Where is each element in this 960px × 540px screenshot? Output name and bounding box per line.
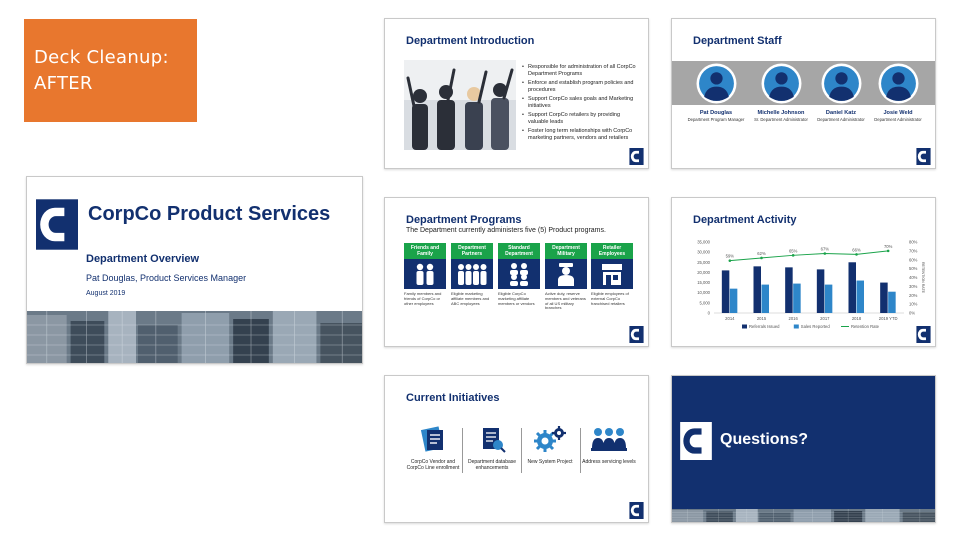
form-icon (404, 424, 462, 454)
program-name: Standard Department (498, 243, 540, 259)
legend-swatch (794, 325, 799, 329)
military-icon (545, 259, 587, 289)
y2-tick-label: 60% (909, 257, 918, 263)
celebrating-team-photo (404, 60, 516, 150)
slide-questions[interactable] (671, 375, 936, 523)
corpco-logo-icon (628, 326, 645, 343)
staff-name: Daniel Katz (825, 110, 857, 116)
retention-rate-line (730, 251, 888, 261)
database-icon (463, 424, 521, 454)
y2-tick-label: 80% (909, 239, 918, 245)
corpco-logo-icon (915, 326, 932, 343)
x-tick-label: 2015 (756, 316, 767, 321)
program-description: Eligible employees of external CorpCo franchised retailers (591, 291, 629, 306)
y-tick-label: 25,000 (697, 259, 710, 265)
retention-rate-point (855, 253, 858, 256)
corpco-logo-icon (628, 502, 645, 519)
program-card (498, 243, 540, 306)
program-description: Active duty, reserve members and veterans of all US military branches (545, 291, 586, 311)
program-description: Eligible CorpCo marketing affiliate members or vendors (498, 291, 535, 306)
legend-label: Referrals Issued (749, 324, 780, 329)
bar-referrals-issued (754, 266, 762, 313)
bar-referrals-issued (880, 283, 888, 313)
staff-card (809, 63, 873, 122)
initiative-item (404, 424, 462, 471)
bar-referrals-issued (849, 262, 857, 313)
x-tick-label: 2016 (788, 316, 798, 321)
city-skyline-image (27, 311, 363, 363)
retention-rate-point (792, 254, 795, 257)
retention-rate-point (729, 259, 732, 262)
slide-heading: Department Introduction (406, 35, 535, 47)
program-name: Retailer Employees (591, 243, 633, 259)
y2-tick-label: 50% (909, 266, 918, 272)
program-description: Family members and friends of CorpCo or other employees (404, 291, 442, 306)
slide-heading: Current Initiatives (406, 392, 500, 404)
intro-bullet: • Support CorpCo sales goals and Marketing initiatives (522, 96, 637, 109)
intro-bullet: • Foster long term relationships with CorpCo marketing partners, vendors and retailers (522, 128, 637, 141)
x-tick-label: 2019 YTD (878, 316, 898, 321)
intro-bullet: • Responsible for administration of all CorpCo Department Programs (522, 64, 637, 77)
staff-card (866, 63, 930, 122)
y-tick-label: 10,000 (697, 290, 710, 296)
bar-sales-reported (730, 289, 738, 313)
y2-axis-label: RETENTION RATE (921, 261, 925, 294)
questions-heading: Questions? (720, 431, 809, 448)
corpco-logo-icon (36, 199, 78, 250)
corpco-logo-icon (680, 422, 712, 460)
bar-sales-reported (825, 285, 833, 313)
y-tick-label: 35,000 (697, 239, 710, 245)
initiative-item (463, 424, 521, 471)
bar-referrals-issued (785, 267, 793, 313)
staff-card (749, 63, 813, 122)
staff-role: Department Administrator (817, 117, 865, 122)
staff-card (684, 63, 748, 122)
bar-sales-reported (857, 281, 865, 313)
slide-current-initiatives[interactable] (384, 375, 649, 523)
program-name: Department Partners (451, 243, 493, 259)
y2-tick-label: 30% (909, 283, 918, 289)
deck-subtitle: Department Overview (86, 253, 200, 265)
intro-bullet: • Enforce and establish program policies and procedures (522, 80, 637, 93)
program-name: Department Military (545, 243, 587, 259)
program-card (451, 243, 493, 306)
initiative-label: CorpCo Vendor and CorpCo Line enrollment (406, 459, 460, 471)
slide-department-activity[interactable] (671, 197, 936, 347)
slide-department-staff[interactable] (671, 18, 936, 169)
bar-referrals-issued (722, 270, 730, 313)
programs-subtitle: The Department currently administers five (5) Product programs. (406, 227, 606, 234)
staff-role: Department Administrator (874, 117, 922, 122)
slide-heading: Department Programs (406, 214, 522, 226)
presenter: Pat Douglas, Product Services Manager (86, 273, 247, 283)
partners-icon (451, 259, 493, 289)
person-avatar-icon (696, 63, 737, 104)
store-icon (591, 259, 633, 289)
retention-rate-label: 62% (757, 250, 766, 256)
legend-label: Sales Reported (800, 324, 830, 329)
slide-title-page[interactable] (26, 176, 363, 364)
gears-icon (521, 424, 579, 454)
initiative-item (521, 424, 579, 465)
slide-department-programs[interactable] (384, 197, 649, 347)
retention-rate-point (760, 257, 763, 260)
initiative-item (580, 424, 638, 465)
x-tick-label: 2018 (851, 316, 862, 321)
activity-chart (672, 232, 936, 332)
y2-tick-label: 20% (909, 292, 918, 298)
tag-line-1: Deck Cleanup: (34, 47, 169, 68)
y-tick-label: 0 (707, 310, 710, 316)
y2-tick-label: 0% (909, 310, 916, 316)
initiative-label: New System Project (527, 459, 573, 465)
staff-name: Josie Weld (883, 110, 913, 116)
program-description: Eligible marketing affiliate members and ABC employees (451, 291, 490, 306)
retention-rate-point (887, 250, 890, 253)
program-card (404, 243, 446, 306)
person-avatar-icon (761, 63, 802, 104)
initiative-label: Address servicing levels (582, 459, 636, 465)
staff-name: Michelle Johnson (757, 110, 805, 116)
bar-sales-reported (888, 292, 896, 313)
y2-tick-label: 10% (909, 301, 918, 307)
intro-bullet: • Support CorpCo retailers by providing valuable leads (522, 112, 637, 125)
x-tick-label: 2017 (820, 316, 830, 321)
y2-tick-label: 70% (909, 248, 918, 254)
service-team-icon (580, 424, 638, 454)
y2-tick-label: 40% (909, 275, 918, 280)
retention-rate-label: 59% (725, 253, 735, 259)
deck-cleanup-label (24, 19, 197, 122)
bar-sales-reported (762, 285, 770, 313)
tag-line-2: AFTER (34, 73, 93, 94)
staff-role: Sr. Department Administrator (754, 117, 808, 122)
slide-heading: Department Staff (693, 35, 782, 47)
deck-date: August 2019 (86, 290, 126, 297)
person-avatar-icon (878, 63, 919, 104)
slide-department-introduction[interactable] (384, 18, 649, 169)
staff-name: Pat Douglas (699, 110, 733, 116)
program-card (545, 243, 587, 311)
retention-rate-label: 65% (788, 248, 798, 254)
group-icon (498, 259, 540, 289)
intro-bullet-list (522, 64, 637, 144)
city-skyline-image (672, 509, 936, 522)
family-icon (404, 259, 446, 289)
corpco-logo-icon (915, 148, 932, 165)
retention-rate-point (824, 252, 827, 255)
retention-rate-label: 66% (852, 247, 861, 253)
legend-swatch (742, 325, 747, 329)
y-tick-label: 5,000 (699, 300, 710, 306)
bar-referrals-issued (817, 269, 825, 313)
program-name: Friends and Family (404, 243, 446, 259)
initiative-label: Department database enhancements (467, 459, 517, 471)
deck-title: CorpCo Product Services (88, 203, 331, 225)
retention-rate-label: 70% (883, 243, 893, 249)
x-tick-label: 2014 (725, 316, 735, 321)
person-avatar-icon (821, 63, 862, 104)
bar-sales-reported (793, 284, 800, 313)
corpco-logo-icon (628, 148, 645, 165)
slide-heading: Department Activity (693, 214, 797, 226)
y-tick-label: 20,000 (697, 269, 710, 275)
program-card (591, 243, 633, 306)
legend-label: Retention Rate (851, 324, 879, 329)
y-tick-label: 30,000 (697, 249, 710, 255)
retention-rate-label: 67% (820, 246, 830, 252)
y-tick-label: 15,000 (697, 280, 710, 286)
staff-role: Department Program Manager (687, 117, 745, 122)
